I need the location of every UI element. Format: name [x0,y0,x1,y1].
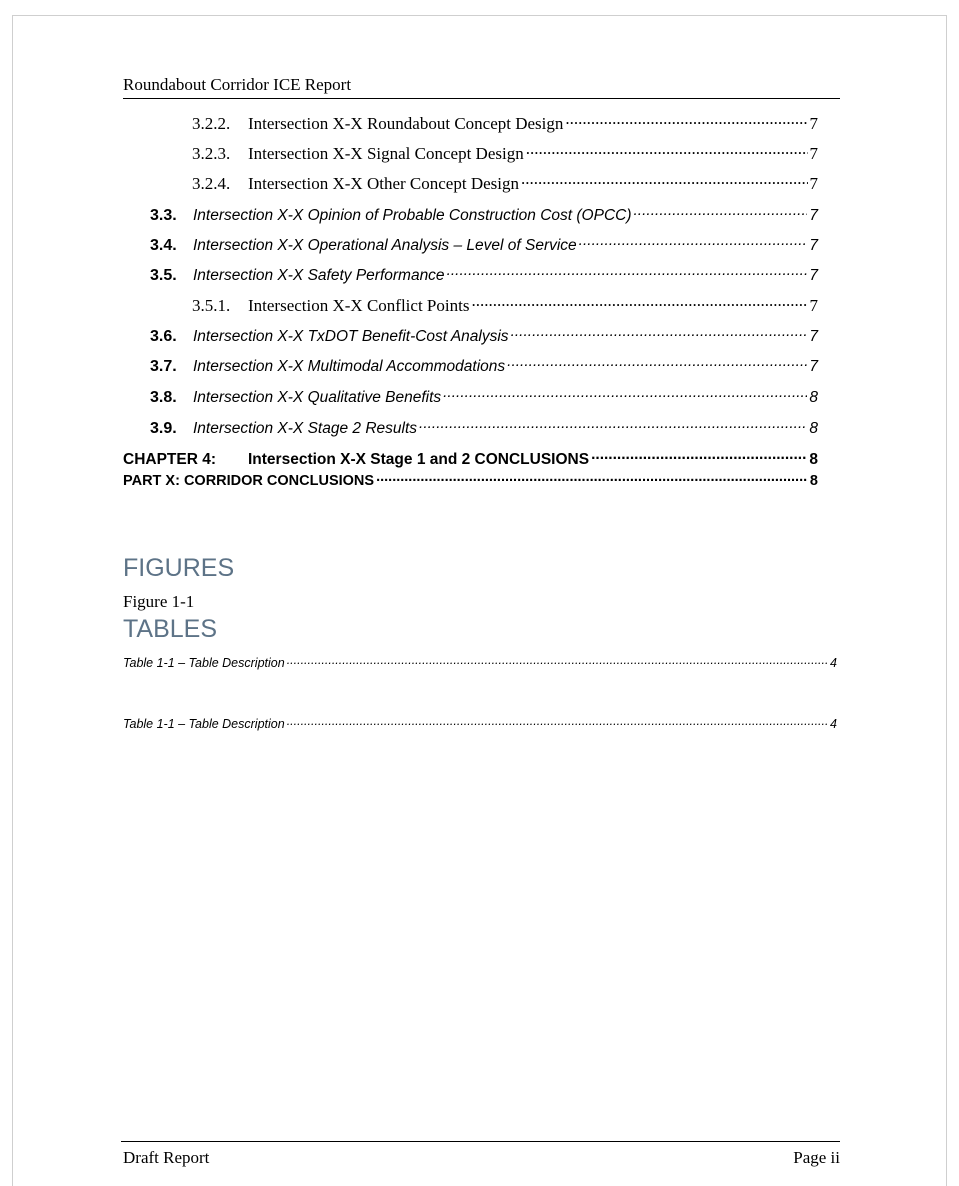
toc-entry[interactable] [150,355,818,376]
table-entry-page: 4 [830,716,837,731]
footer-label: Draft Report [123,1148,210,1167]
toc-entry-number: 3.5. [150,266,177,284]
figure-entry[interactable]: Figure 1-1 [123,592,195,611]
toc-entry-page: 7 [809,266,818,284]
toc-entry[interactable] [150,386,818,407]
toc-entry-title: Intersection X-X Safety Performance [193,266,445,284]
toc-entry[interactable] [192,142,818,164]
toc-entry-page: 7 [809,174,818,193]
toc-entry[interactable] [150,325,818,346]
toc-entry-page: 7 [809,327,818,345]
toc-entry-page: 8 [809,388,818,406]
toc-entry-number: 3.5.1. [192,296,231,315]
toc-entry-title: Intersection X-X Stage 1 and 2 CONCLUSIONS [248,450,590,468]
toc-leader-dots [443,386,807,402]
toc-entry-number: 3.6. [150,327,177,345]
toc-entry-number: 3.7. [150,357,177,375]
toc-entry-number: 3.8. [150,388,177,406]
table-entry-title: Table 1-1 – Table Description [123,716,285,731]
toc-entry-page: 7 [809,206,818,224]
toc-entry-title: Intersection X-X Signal Concept Design [248,144,524,163]
toc-leader-dots [447,264,808,280]
toc-entry-page: 7 [809,114,818,133]
toc-entry-number: 3.2.2. [192,114,231,133]
toc-entry-title: Intersection X-X Multimodal Accommodations [193,357,506,375]
tables-heading: TABLES [123,615,218,643]
toc-entry-page: 7 [809,236,818,254]
toc-entry-page: 7 [809,296,818,315]
toc-entry-number: 3.4. [150,236,177,254]
toc-leader-dots [419,417,807,433]
toc-part-entry[interactable] [123,470,818,489]
table-entry[interactable] [123,654,837,670]
toc-leader-dots [287,715,828,728]
figures-heading: FIGURES [123,554,235,582]
toc-leader-dots [591,448,807,464]
toc-leader-dots [521,172,808,189]
toc-entry-page: 7 [809,144,818,163]
toc-leader-dots [565,112,807,129]
toc-entry-title: Intersection X-X TxDOT Benefit-Cost Analysis [193,327,509,345]
toc-leader-dots [287,654,828,667]
toc-entry-number: 3.2.4. [192,174,231,193]
toc-entry-title: Intersection X-X Roundabout Concept Design [248,114,564,133]
toc-entry-page: 7 [809,357,818,375]
toc-entry-title: Intersection X-X Conflict Points [248,296,470,315]
toc-entry[interactable] [150,264,818,285]
running-footer [121,1141,840,1172]
table-entry[interactable] [123,715,837,731]
toc-entry-title: PART X: CORRIDOR CONCLUSIONS [123,472,375,489]
toc-leader-dots [511,325,808,341]
toc-entry[interactable] [192,294,818,316]
toc-entry-title: Intersection X-X Stage 2 Results [193,419,418,437]
toc-chapter-entry[interactable] [123,448,818,469]
toc-entry[interactable] [150,204,818,225]
header-title: Roundabout Corridor ICE Report [123,75,352,94]
toc-entry-number: 3.3. [150,206,177,224]
toc-leader-dots [507,355,807,371]
toc-leader-dots [376,470,808,485]
toc-leader-dots [526,142,808,159]
toc-entry-number: 3.2.3. [192,144,231,163]
toc-entry[interactable] [150,417,818,438]
toc-leader-dots [634,204,808,220]
toc-entry-page: 8 [809,450,818,468]
toc-entry[interactable] [150,234,818,255]
table-entry-title: Table 1-1 – Table Description [123,655,285,670]
toc-leader-dots [579,234,808,250]
toc-entry-title: Intersection X-X Operational Analysis – Level of Service [193,236,577,254]
toc-entry-title: Intersection X-X Other Concept Design [248,174,519,193]
table-entry-page: 4 [830,655,837,670]
running-header [123,74,840,99]
toc-entry-page: 8 [809,472,818,489]
toc-entry-page: 8 [809,419,818,437]
toc-entry-number: 3.9. [150,419,177,437]
page-number: Page ii [793,1148,840,1167]
toc-entry-number: CHAPTER 4: [123,450,217,468]
toc-entry-title: Intersection X-X Qualitative Benefits [193,388,442,406]
toc-leader-dots [471,294,807,311]
toc-entry[interactable] [192,172,818,194]
toc-entry-title: Intersection X-X Opinion of Probable Construction Cost (OPCC) [193,206,632,224]
toc-entry[interactable] [192,112,818,134]
